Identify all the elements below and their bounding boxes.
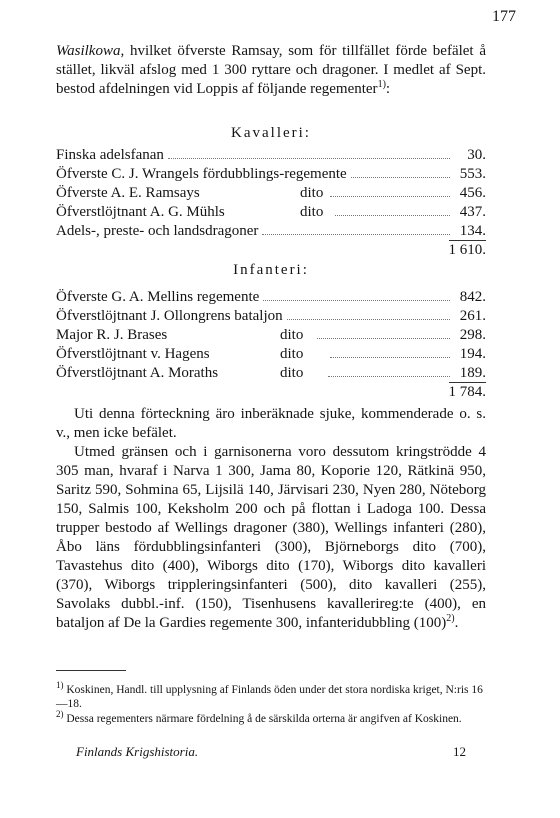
table-row	[56, 364, 486, 383]
footnote-mark: 1)	[56, 680, 64, 691]
row-name: Öfverste C. J. Wrangels fördubblings-regemente	[56, 166, 347, 182]
table-row	[56, 345, 486, 364]
table-row	[56, 146, 486, 165]
table-row	[56, 288, 486, 307]
row-value: 194.	[459, 346, 486, 362]
garrisons-text-end: .	[454, 615, 459, 631]
row-name: Öfverstlöjtnant v. Hagens	[56, 346, 210, 362]
footnote-1	[56, 680, 486, 711]
row-value: 189.	[459, 365, 486, 381]
row-dito: dito	[280, 365, 304, 381]
paragraph-garrisons	[56, 443, 486, 633]
footnote-ref-1: 1)	[377, 79, 386, 90]
dot-leader	[262, 234, 450, 235]
row-value: 298.	[459, 327, 486, 343]
table-row	[56, 326, 486, 345]
footnote-mark: 2)	[56, 709, 64, 720]
intro-paragraph	[56, 42, 486, 99]
dot-leader	[317, 338, 450, 339]
dot-leader	[335, 215, 450, 216]
intro-italic-name: Wasilkowa,	[56, 43, 125, 59]
table-row	[56, 222, 486, 241]
paragraph-note: Uti denna förteckning äro inberäknade sjuke, kommenderade o. s. v., men icke befälet.	[56, 406, 486, 441]
dot-leader	[330, 196, 450, 197]
footnote-text: Dessa regementers närmare fördelning å de särskilda orterna är angifven af Koskinen.	[66, 713, 462, 725]
dot-leader	[263, 300, 450, 301]
row-name: Major R. J. Brases	[56, 327, 168, 343]
footer-source: Finlands Krigshistoria.	[76, 744, 199, 759]
page-footer	[76, 744, 466, 760]
row-value: 437.	[459, 204, 486, 220]
footnote-2	[56, 709, 486, 726]
infanteri-total	[56, 383, 486, 402]
infanteri-table	[56, 288, 486, 402]
table-row	[56, 184, 486, 203]
footnote-rule	[56, 670, 126, 671]
infanteri-heading: Infanteri:	[233, 262, 309, 278]
row-name: Öfverstlöjtnant A. Moraths	[56, 365, 219, 381]
row-value: 261.	[459, 308, 486, 324]
row-dito: dito	[300, 204, 324, 220]
footnote-ref-2: 2)	[446, 613, 455, 624]
row-name: Öfverstlöjtnant A. G. Mühls	[56, 204, 225, 220]
footnote-text: Koskinen, Handl. till upplysning af Finlands öden under det stora nordiska kriget, N:ris 16—18.	[56, 684, 483, 710]
row-value: 553.	[459, 166, 486, 182]
total-value: 1 610.	[448, 242, 486, 258]
row-dito: dito	[300, 185, 324, 201]
table-row	[56, 203, 486, 222]
row-name: Öfverste G. A. Mellins regemente	[56, 289, 260, 305]
table-row	[56, 165, 486, 184]
row-name: Finska adelsfanan	[56, 147, 164, 163]
row-name: Adels-, preste- och landsdragoner	[56, 223, 259, 239]
intro-text-end: :	[385, 81, 391, 97]
row-value: 30.	[467, 147, 486, 163]
page-number: 177	[492, 8, 516, 25]
row-dito: dito	[280, 327, 304, 343]
total-value: 1 784.	[448, 384, 486, 400]
row-name: Öfverste A. E. Ramsays	[56, 185, 200, 201]
dot-leader	[330, 357, 450, 358]
dot-leader	[168, 158, 450, 159]
dot-leader	[328, 376, 450, 377]
kavalleri-table	[56, 146, 486, 260]
row-value: 842.	[459, 289, 486, 305]
row-dito: dito	[280, 346, 304, 362]
table-row	[56, 307, 486, 326]
footer-sheet-number: 12	[453, 744, 466, 759]
intro-text: hvilket öfverste Ramsay, som för tillfället förde befälet å stället, likväl afslog med 1 300 ryttare och dragoner. I medlet af Sept. bestod afdelningen vid Loppis af följande regementer	[56, 43, 486, 97]
kavalleri-heading: Kavalleri:	[231, 125, 311, 141]
dot-leader	[351, 177, 450, 178]
row-value: 456.	[459, 185, 486, 201]
row-value: 134.	[459, 223, 486, 239]
garrisons-text: Utmed gränsen och i garnisonerna voro dessutom kringströdde 4 305 man, hvaraf i Narva 1 300, Jama 80, Koporie 120, Rätkinä 950, Saritz 590, Sohmina 65, Lijsilä 140, Järvisari 230, Nyen 280, Nöteborg 150, Salmis 100, Keksholm 200 och på flottan i Ladoga 100. Dessa trupper bestodo af Wellings dragoner (380), Wellings infanteri (280), Åbo läns fördubblingsinfanteri (300), Björneborgs dito (700), Tavastehus dito (400), Wiborgs dito (170), Wiborgs dito kavalleri (370), Wiborgs trippleringsinfanteri (500), dito kavalleri (255), Savolaks dubbl.-inf. (150), Tisenhusens kavallerireg:te (400), en bataljon af De la Gardies regemente 300, infanteridubbling (100)	[56, 444, 486, 631]
dot-leader	[287, 319, 450, 320]
kavalleri-total	[56, 241, 486, 260]
row-name: Öfverstlöjtnant J. Ollongrens bataljon	[56, 308, 283, 324]
